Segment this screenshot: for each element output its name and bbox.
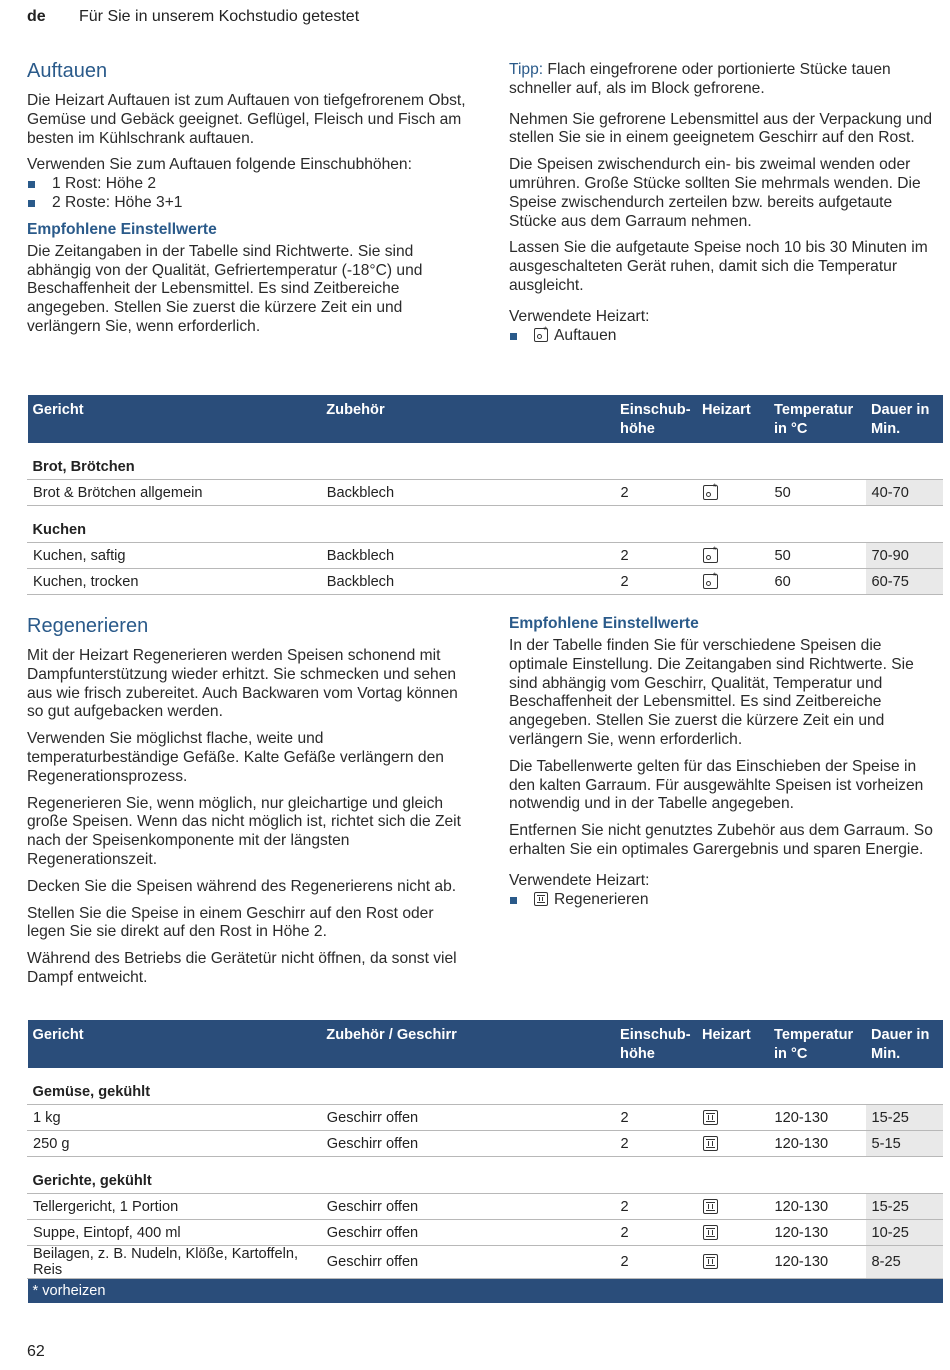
list-item: *Auftauen: [509, 327, 942, 346]
cell-hoehe: 2: [615, 1131, 697, 1157]
cell-temperatur: 50: [769, 480, 866, 506]
cell-hoehe: 2: [615, 1194, 697, 1220]
cell-zubehoer: Geschirr offen: [321, 1246, 615, 1279]
einschub-list: [27, 175, 467, 213]
regenerieren-left-column: [27, 615, 467, 996]
tipp-text: Flach eingefrorene oder portionierte Stücke tauen schneller auf, als im Block gefrorene.: [509, 61, 891, 97]
cell-temperatur: 120-130: [769, 1194, 866, 1220]
cell-temperatur: 120-130: [769, 1131, 866, 1157]
cell-temperatur: 120-130: [769, 1105, 866, 1131]
auftauen-heading: Auftauen: [27, 60, 108, 82]
table-note: * vorheizen: [28, 1279, 944, 1304]
column-header: Dauer in Min.: [866, 1020, 943, 1068]
regenerieren-p2: Verwenden Sie möglichst flache, weite und temperaturbeständige Gefäße. Kalte Gefäße verlängern den Regenerationsprozess.: [27, 730, 444, 785]
column-header: Gericht: [28, 395, 322, 443]
cell-dauer: 10-25: [866, 1220, 943, 1246]
cell-gericht: 1 kg: [28, 1105, 322, 1131]
column-header: Heizart: [697, 395, 769, 443]
list-item: Regenerieren: [509, 891, 942, 910]
tipp-paragraph: [509, 61, 942, 99]
table-row: [28, 480, 944, 506]
bullet-icon: [510, 333, 517, 340]
bullet-icon: [28, 200, 35, 207]
regenerate-icon: [703, 1225, 718, 1240]
column-header: Einschub- höhe: [615, 1020, 697, 1068]
regenerieren-settings-1: In der Tabelle finden Sie für verschiedene Speisen die optimale Einstellung. Die Zeitangaben sind Richtwerte. Sie sind abhängig vom Geschirr, Qualität, Temperatur und Beschaffenheit der Lebensmittel. Es sind Zeitbereiche angegeben. Stellen Sie zuerst die kürzere Zeit ein und verlängern Sie, wenn erforderlich.: [509, 637, 914, 748]
auftauen-intro: Die Heizart Auftauen ist zum Auftauen von tiefgefrorenem Obst, Gemüse und Gebäck geeignet. Geflügel, Fleisch und Fisch am besten im Kühlschrank auftauen.: [27, 92, 466, 147]
cell-gericht: Suppe, Eintopf, 400 ml: [28, 1220, 322, 1246]
cell-temperatur: 120-130: [769, 1220, 866, 1246]
cell-gericht: Tellergericht, 1 Portion: [28, 1194, 322, 1220]
heizart-list: [509, 327, 942, 346]
group-row: [28, 506, 944, 543]
cell-hoehe: 2: [615, 480, 697, 506]
table-header-row: [28, 1020, 944, 1068]
cell-zubehoer: Geschirr offen: [321, 1105, 615, 1131]
cell-hoehe: 2: [615, 569, 697, 595]
column-header: Temperatur in °C: [769, 1020, 866, 1068]
group-row: [28, 443, 944, 480]
bullet-icon: [510, 897, 517, 904]
cell-dauer: 5-15: [866, 1131, 943, 1157]
cell-temperatur: 120-130: [769, 1246, 866, 1279]
column-header: Einschub- höhe: [615, 395, 697, 443]
regenerate-icon: [703, 1254, 718, 1269]
auftauen-settings-text: Die Zeitangaben in der Tabelle sind Richtwerte. Sie sind abhängig von der Qualität, Gefriertemperatur (-18°C) und Beschaffenheit der Lebensmittel. Es sind Zeitbereiche angegeben. Stellen Sie zuerst die kürzere Zeit ein und verlängern Sie, wenn erforderlich.: [27, 242, 423, 335]
table-note-row: [28, 1279, 944, 1304]
defrost-icon: [534, 328, 548, 342]
cell-gericht: Kuchen, trocken: [28, 569, 322, 595]
regenerieren-heading: Regenerieren: [27, 615, 149, 637]
cell-dauer: 40-70: [866, 480, 943, 506]
table-row: [28, 569, 944, 595]
group-label: Gemüse, gekühlt: [28, 1068, 944, 1105]
cell-heizart: [697, 480, 769, 506]
cell-temperatur: 60: [769, 569, 866, 595]
auftauen-table: [27, 395, 943, 595]
cell-hoehe: 2: [615, 543, 697, 569]
cell-heizart: [697, 543, 769, 569]
heizart-label: Verwendete Heizart:: [509, 307, 650, 325]
cell-gericht: Brot & Brötchen allgemein: [28, 480, 322, 506]
cell-temperatur: 50: [769, 543, 866, 569]
defrost-icon: [703, 485, 718, 500]
tipp-label: Tipp:: [509, 61, 544, 78]
bullet-icon: [28, 181, 35, 188]
cell-zubehoer: Geschirr offen: [321, 1220, 615, 1246]
auftauen-subheading: Empfohlene Einstellwerte: [27, 220, 217, 238]
regenerate-icon: [703, 1110, 718, 1125]
regenerate-icon: [534, 892, 548, 906]
column-header: Temperatur in °C: [769, 395, 866, 443]
table-row: [28, 1194, 944, 1220]
cell-zubehoer: Backblech: [321, 480, 615, 506]
regenerieren-settings-2: Die Tabellenwerte gelten für das Einschieben der Speise in den kalten Garraum. Für ausgewählte Speisen ist vorheizen notwendig und in der Tabelle angegeben.: [509, 757, 924, 813]
cell-heizart: [697, 1131, 769, 1157]
regenerieren-right-column: [509, 607, 942, 917]
auftauen-einschub-text: Verwenden Sie zum Auftauen folgende Einschubhöhen:: [27, 156, 412, 174]
table-row: [28, 1220, 944, 1246]
group-label: Kuchen: [28, 506, 944, 543]
defrost-icon: [703, 548, 718, 563]
cell-gericht: Kuchen, saftig: [28, 543, 322, 569]
regenerieren-p3: Regenerieren Sie, wenn möglich, nur gleichartige und gleich große Speisen. Wenn das nicht möglich ist, richtet sich die Zeit nach der Speisenkomponente mit der längsten Regenerationszeit.: [27, 794, 461, 868]
auftauen-left-column: [27, 60, 467, 345]
cell-dauer: 8-25: [866, 1246, 943, 1279]
group-row: [28, 1157, 944, 1194]
regenerate-icon: [703, 1199, 718, 1214]
list-item: 1 Rost: Höhe 2: [27, 175, 467, 194]
heizart-label: Verwendete Heizart:: [509, 871, 650, 889]
regenerieren-p4: Decken Sie die Speisen während des Regenerierens nicht ab.: [27, 877, 457, 895]
cell-heizart: [697, 1220, 769, 1246]
cell-hoehe: 2: [615, 1105, 697, 1131]
auftauen-instruction-1: Nehmen Sie gefrorene Lebensmittel aus der Verpackung und stellen Sie sie in einem geeignetem Geschirr auf den Rost.: [509, 110, 933, 147]
cell-zubehoer: Backblech: [321, 569, 615, 595]
column-header: Zubehör / Geschirr: [321, 1020, 615, 1068]
column-header: Dauer in Min.: [866, 395, 943, 443]
cell-dauer: 15-25: [866, 1105, 943, 1131]
cell-heizart: [697, 1246, 769, 1279]
cell-zubehoer: Geschirr offen: [321, 1194, 615, 1220]
cell-hoehe: 2: [615, 1220, 697, 1246]
cell-gericht: 250 g: [28, 1131, 322, 1157]
defrost-icon: [703, 574, 718, 589]
cell-gericht: Beilagen, z. B. Nudeln, Klöße, Kartoffeln, Reis: [28, 1246, 322, 1279]
table-header-row: [28, 395, 944, 443]
group-row: [28, 1068, 944, 1105]
cell-hoehe: 2: [615, 1246, 697, 1279]
group-label: Gerichte, gekühlt: [28, 1157, 944, 1194]
auftauen-right-column: [509, 61, 942, 353]
group-label: Brot, Brötchen: [28, 443, 944, 480]
heizart-list: [509, 891, 942, 910]
regenerieren-p5: Stellen Sie die Speise in einem Geschirr auf den Rost oder legen Sie sie direkt auf den Rost in Höhe 2.: [27, 904, 434, 941]
table-row: [28, 1131, 944, 1157]
column-header: Zubehör: [321, 395, 615, 443]
regenerieren-p1: Mit der Heizart Regenerieren werden Speisen schonend mit Dampfunterstützung wieder erhitzt. Sie schmecken und sehen aus wie frisch zubereitet. Auch Backwaren vom Vortag können so gut aufgebacken werden.: [27, 647, 458, 721]
regenerieren-p6: Während des Betriebs die Gerätetür nicht öffnen, da sonst viel Dampf entweicht.: [27, 950, 457, 986]
list-item: 2 Roste: Höhe 3+1: [27, 194, 467, 213]
cell-dauer: 15-25: [866, 1194, 943, 1220]
table-row: [28, 543, 944, 569]
regenerieren-settings-3: Entfernen Sie nicht genutztes Zubehör aus dem Garraum. So erhalten Sie ein optimales Garergebnis und sparen Energie.: [509, 822, 933, 858]
table-row: [28, 1105, 944, 1131]
cell-heizart: [697, 569, 769, 595]
language-code: de: [27, 8, 46, 25]
cell-dauer: 60-75: [866, 569, 943, 595]
regenerieren-subheading: Empfohlene Einstellwerte: [509, 615, 699, 632]
table-row: [28, 1246, 944, 1279]
column-header: Gericht: [28, 1020, 322, 1068]
cell-zubehoer: Backblech: [321, 543, 615, 569]
auftauen-instruction-2: Die Speisen zwischendurch ein- bis zweimal wenden oder umrühren. Große Stücke sollten Sie mehrmals wenden. Die Speise zwischendurch zerteilen bzw. bereits aufgetaute Stücke aus dem Garraum nehmen.: [509, 156, 921, 230]
page-header: [27, 8, 359, 26]
cell-zubehoer: Geschirr offen: [321, 1131, 615, 1157]
cell-heizart: [697, 1105, 769, 1131]
cell-dauer: 70-90: [866, 543, 943, 569]
column-header: Heizart: [697, 1020, 769, 1068]
cell-heizart: [697, 1194, 769, 1220]
regenerieren-table: [27, 1020, 943, 1303]
page-number: 62: [27, 1343, 45, 1360]
header-title: Für Sie in unserem Kochstudio getestet: [79, 8, 360, 25]
auftauen-instruction-3: Lassen Sie die aufgetaute Speise noch 10 bis 30 Minuten im ausgeschalteten Gerät ruhen, damit sich die Temperatur ausgleicht.: [509, 239, 928, 294]
regenerate-icon: [703, 1136, 718, 1151]
